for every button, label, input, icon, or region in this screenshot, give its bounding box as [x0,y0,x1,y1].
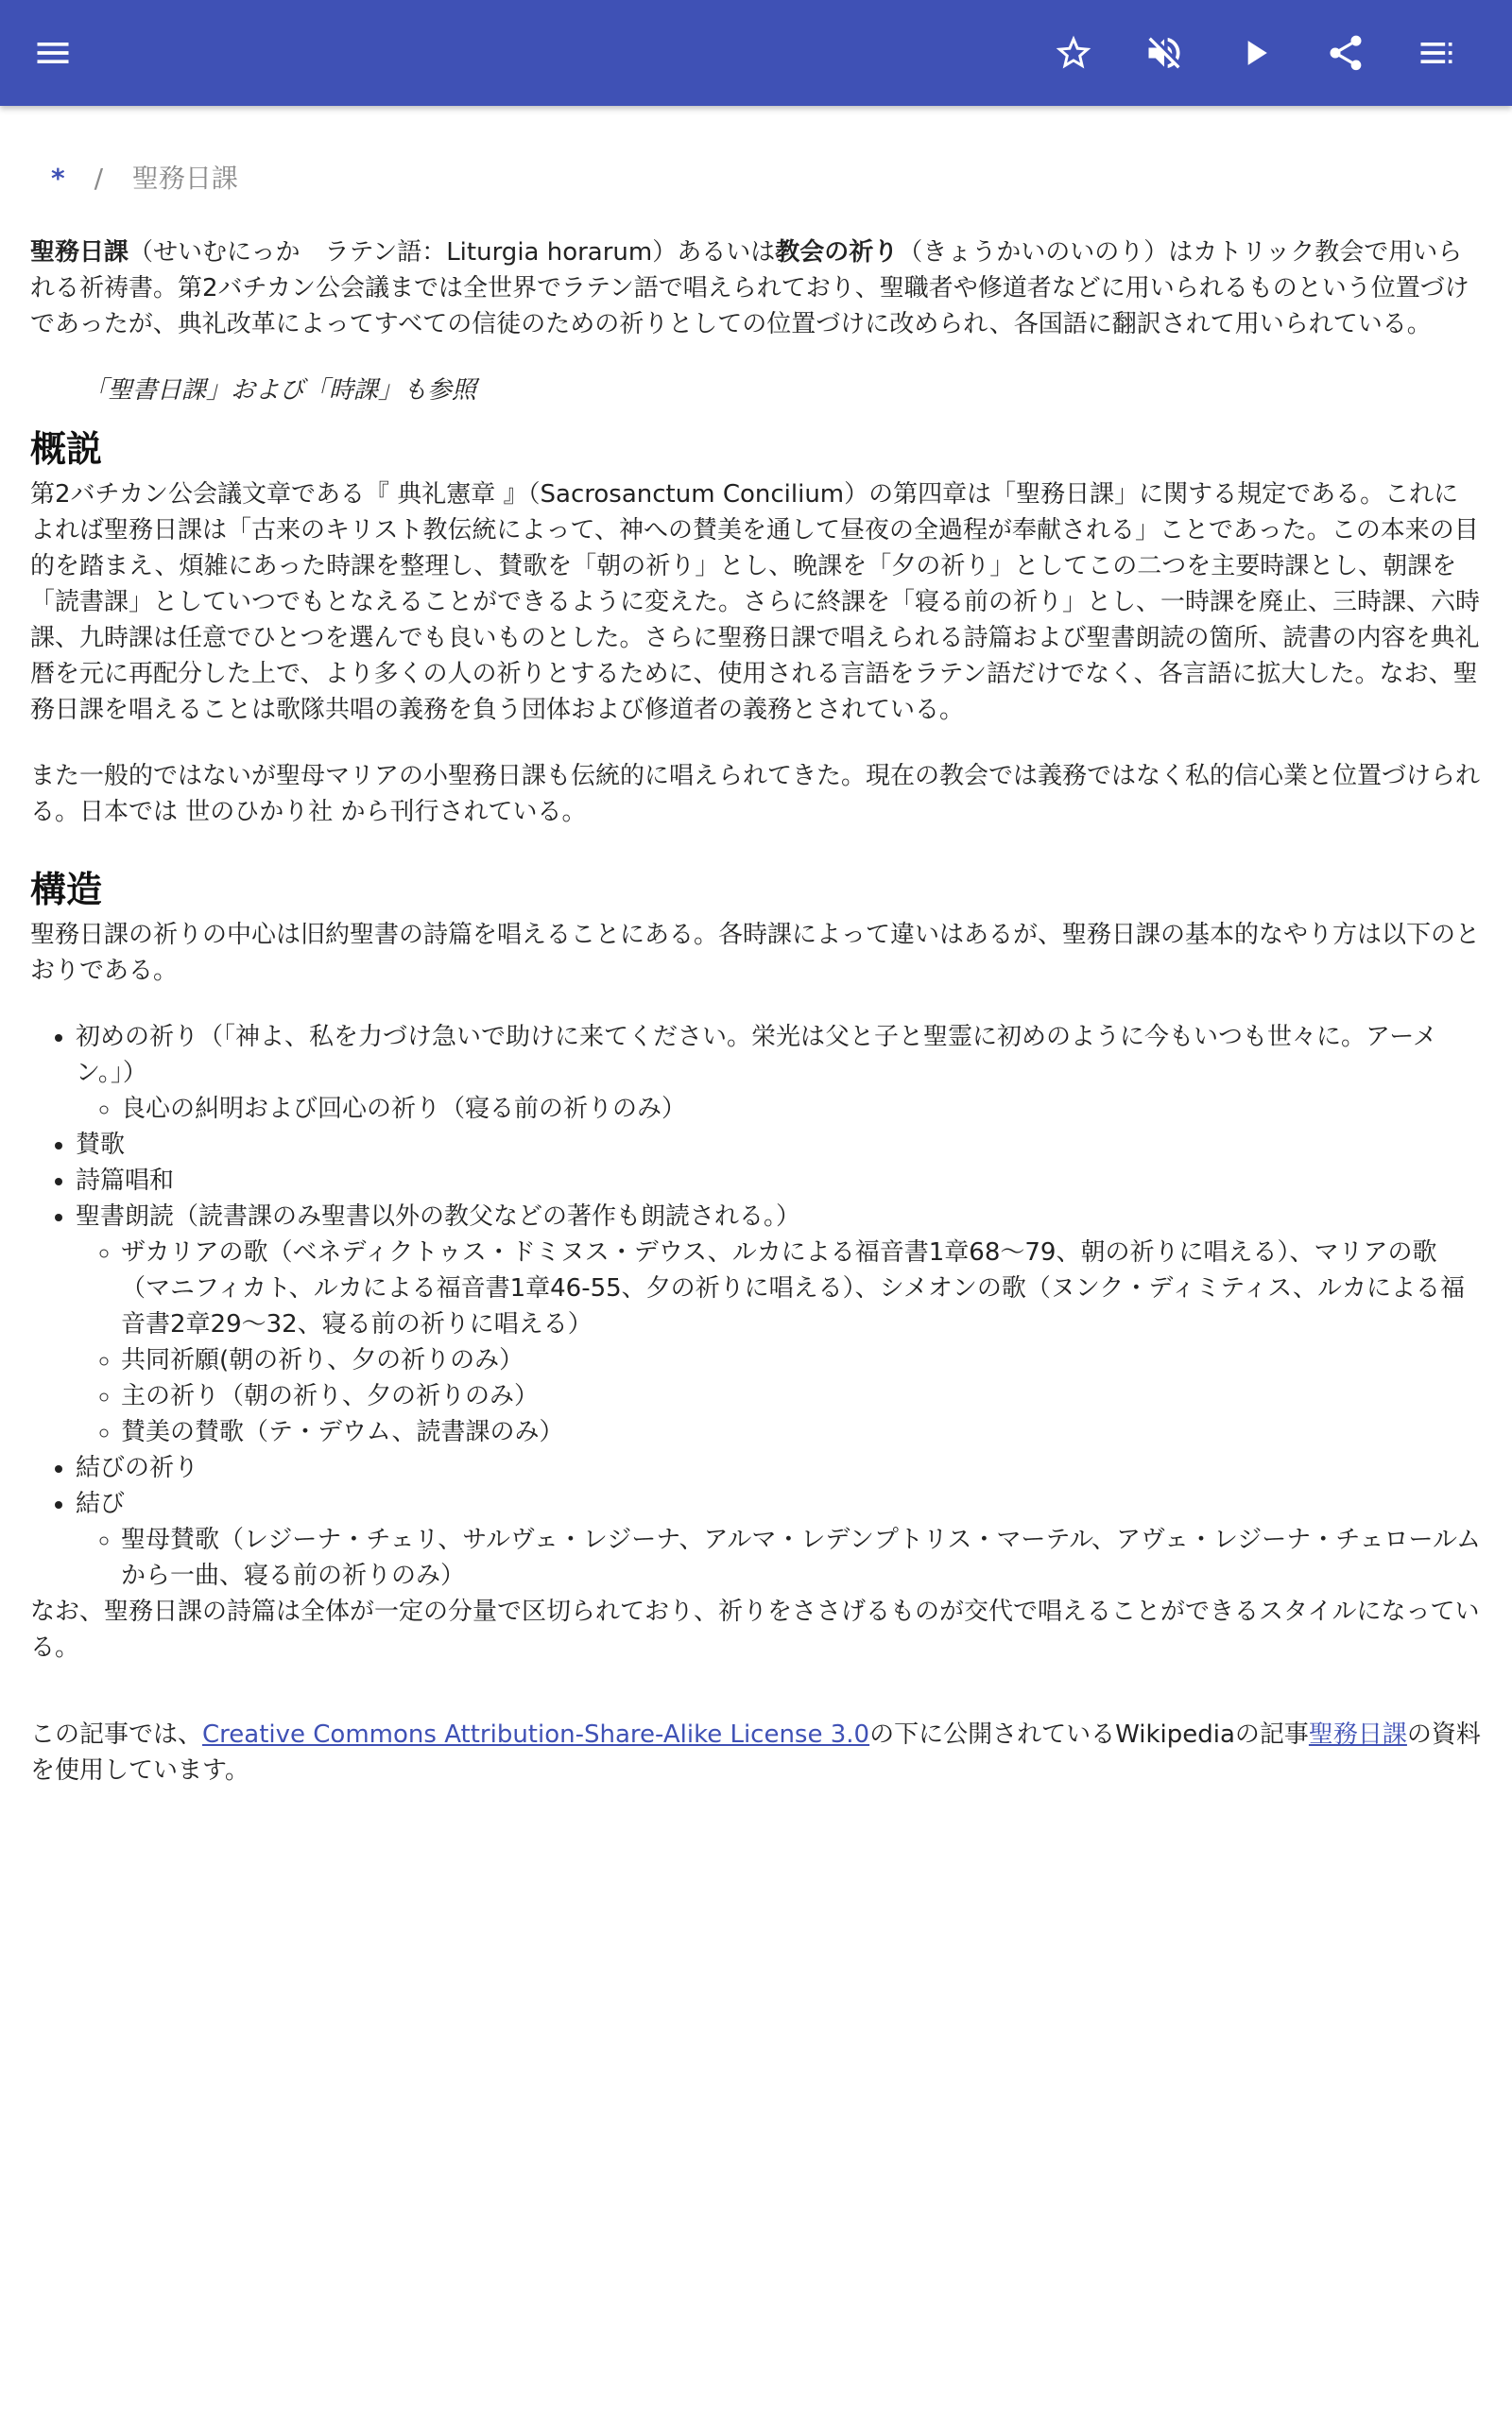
list-item: • 初めの祈り（「神よ、私を力づけ急いで助けに来てください。栄光は父と子と聖霊に初めのように今もいつも世々に。アーメン。」） ◦ 良心の糾明および回心の祈り（寝る前の祈りのみ） [76,1019,1482,1127]
list-item: • 結び ◦ 聖母賛歌（レジーナ・チェリ、サルヴェ・レジーナ、アルマ・レデンプトリス・マーテル、アヴェ・レジーナ・チェロールムから一曲、寝る前の祈りのみ） [76,1486,1482,1594]
section-heading-structure: 構造 [30,869,103,910]
intro-text-2: （きょうかいのいのり）はカトリック教会で用いられる祈祷書。第2バチカン公会議までは全世界でラテン語で唱えられており、聖職者や修道者などに用いられるものという位置づけであったが、典礼改革によってすべての信徒のための祈りとしての位置づけに改められ、各国語に翻訳されて用いられている。 [30,238,1469,338]
breadcrumb-home-link[interactable]: * [51,163,65,194]
list-item: • 賛歌 [76,1127,1482,1163]
see-also-note: 「聖書日課」および「時課」も参照 [83,376,477,405]
list-icon [1416,32,1457,74]
sub-list [76,1235,1482,1450]
list-item: ◦ 主の祈り（朝の祈り、夕の祈りのみ） [121,1378,1482,1414]
menu-button[interactable] [19,19,87,87]
breadcrumb [51,161,1482,197]
list-item: • 結びの祈り [76,1450,1482,1486]
list-item: ◦ 共同祈願(朝の祈り、夕の祈りのみ） [121,1342,1482,1378]
share-button[interactable] [1312,19,1380,87]
list-item: ◦ ザカリアの歌（ベネディクトゥス・ドミヌス・デウス、ルカによる福音書1章68〜79、朝の祈りに唱える）、マリアの歌（マニフィカト、ルカによる福音書1章46-55、夕の祈りに唱える）、シメオンの歌（ヌンク・ディミティス、ルカによる福音書2章29〜32、寝る前の祈りに唱える） [121,1235,1482,1342]
list-item: • 聖書朗読（読書課のみ聖書以外の教父などの著作も朗読される。） ◦ ザカリアの歌（ベネディクトゥス・ドミヌス・デウス、ルカによる福音書1章68〜79、朝の祈りに唱える）、マリアの歌（マニフィカト、ルカによる福音書1章46-55、夕の祈りに唱える）、シメオンの歌（ヌンク・ディミティス、ルカによる福音書2章29〜32、寝る前の祈りに唱える） ◦ 共同祈願(朝の祈り、夕の祈りのみ） ◦ 主の祈り（朝の祈り、夕の祈りのみ） ◦ 賛美の賛歌（テ・デウム、読書課のみ） [76,1199,1482,1450]
structure-paragraph: 聖務日課の祈りの中心は旧約聖書の詩篇を唱えることにある。各時課によって違いはあるが、聖務日課の基本的なやり方は以下のとおりである。 [30,921,1481,985]
favorite-button[interactable] [1040,19,1108,87]
intro-paragraph [30,234,1482,342]
license-link[interactable]: Creative Commons Attribution-Share-Alike License 3.0 [202,1720,870,1749]
breadcrumb-current: 聖務日課 [131,163,238,194]
app-bar [0,0,1512,106]
play-button[interactable] [1221,19,1289,87]
license-footer: この記事では、Creative Commons Attribution-Share-Alike License 3.0の下に公開されているWikipediaの記事聖務日課の資料を使用しています。 [30,1720,1481,1785]
volume-off-icon [1143,32,1185,74]
mute-button[interactable] [1130,19,1198,87]
structure-closing-paragraph: なお、聖務日課の詩篇は全体が一定の分量で区切られており、祈りをささげるものが交代で唱えることができるスタイルになっている。 [30,1598,1480,1662]
article-content [30,161,1482,1819]
intro-text-1: （せいむにっか ラテン語：Liturgia horarum）あるいは [129,238,776,267]
intro-term-2: 教会の祈り [775,238,899,267]
share-icon [1325,32,1366,74]
intro-term-1: 聖務日課 [30,238,129,267]
list-item: ◦ 良心の糾明および回心の祈り（寝る前の祈りのみ） [121,1091,1482,1127]
play-icon [1234,32,1276,74]
breadcrumb-separator: / [94,163,103,194]
list-item: ◦ 聖母賛歌（レジーナ・チェリ、サルヴェ・レジーナ、アルマ・レデンプトリス・マーテル、アヴェ・レジーナ・チェロールムから一曲、寝る前の祈りのみ） [121,1522,1482,1594]
menu-icon [32,32,74,74]
sub-list [76,1522,1482,1594]
section-heading-overview: 概説 [30,428,103,470]
sub-list [76,1091,1482,1127]
star-outline-icon [1053,32,1094,74]
overview-paragraph-1: 第2バチカン公会議文章である『 典礼憲章 』（Sacrosanctum Concilium）の第四章は「聖務日課」に関する規定である。これによれば聖務日課は「古来のキリスト教伝統によって、神への賛美を通して昼夜の全過程が奉献される」ことであった。この本来の目的を踏まえ、煩雑にあった時課を整理し、賛歌を「朝の祈り」とし、晩課を「夕の祈り」としてこの二つを主要時課とし、朝課を「読書課」としていつでもとなえることができるように変えた。さらに終課を「寝る前の祈り」とし、一時課を廃止、三時課、六時課、九時課は任意でひとつを選んでも良いものとした。さらに聖務日課で唱えられる詩篇および聖書朗読の箇所、読書の内容を典礼暦を元に再配分した上で、より多くの人の祈りとするために、使用される言語をラテン語だけでなく、各言語に拡大した。なお、聖務日課を唱えることは歌隊共唱の義務を負う団体および修道者の義務とされている。 [30,480,1481,724]
structure-list [30,1019,1482,1594]
list-item: ◦ 賛美の賛歌（テ・デウム、読書課のみ） [121,1414,1482,1450]
article-source-link[interactable]: 聖務日課 [1308,1720,1407,1749]
toc-button[interactable] [1402,19,1470,87]
list-item: • 詩篇唱和 [76,1163,1482,1199]
overview-paragraph-2: また一般的ではないが聖母マリアの小聖務日課も伝統的に唱えられてきた。現在の教会では義務ではなく私的信心業と位置づけられる。日本では 世のひかり社 から刊行されている。 [30,762,1481,826]
